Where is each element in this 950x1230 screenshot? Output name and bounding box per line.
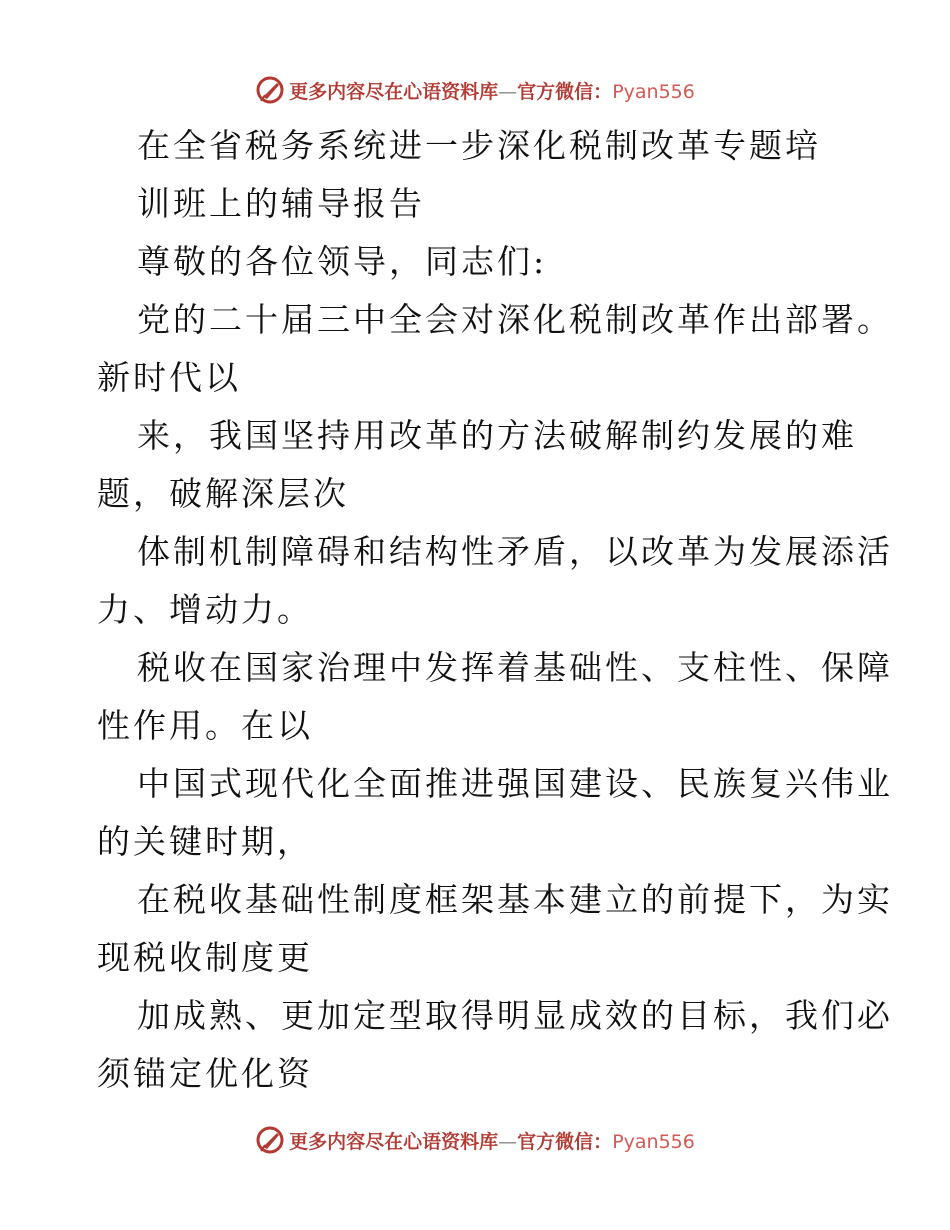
header-banner <box>0 70 950 110</box>
paragraph-line: 中国式现代化全面推进强国建设、民族复兴伟业 <box>137 764 893 803</box>
paragraph-line: 须锚定优化资 <box>97 1054 313 1093</box>
banner-dash: — <box>498 1130 518 1153</box>
banner-text <box>289 1127 695 1154</box>
banner-wechat-id: Pyan556 <box>612 80 695 103</box>
document-title-line-1: 在全省税务系统进一步深化税制改革专题培 <box>137 126 821 165</box>
paragraph-line: 党的二十届三中全会对深化税制改革作出部署。 <box>137 300 893 339</box>
quill-logo-icon <box>255 1125 285 1155</box>
document-title-line-2: 训班上的辅导报告 <box>137 184 425 223</box>
paragraph-line: 题，破解深层次 <box>97 474 349 513</box>
paragraph-line: 税收在国家治理中发挥着基础性、支柱性、保障 <box>137 648 893 687</box>
banner-dash: — <box>498 80 518 103</box>
quill-logo-icon <box>255 75 285 105</box>
paragraph-line: 新时代以 <box>97 358 241 397</box>
banner-wechat-id: Pyan556 <box>612 1130 695 1153</box>
paragraph-line: 来，我国坚持用改革的方法破解制约发展的难 <box>137 416 857 455</box>
salutation: 尊敬的各位领导，同志们: <box>137 242 548 281</box>
paragraph-line: 加成熟、更加定型取得明显成效的目标，我们必 <box>137 996 893 1035</box>
banner-text <box>289 77 695 104</box>
paragraph-line: 力、增动力。 <box>97 590 313 629</box>
banner-title: 更多内容尽在心语资料库 <box>289 80 499 103</box>
paragraph-line: 性作用。在以 <box>97 706 313 745</box>
banner-title: 更多内容尽在心语资料库 <box>289 1130 499 1153</box>
paragraph-line: 体制机制障碍和结构性矛盾，以改革为发展添活 <box>137 532 893 571</box>
paragraph-line: 在税收基础性制度框架基本建立的前提下，为实 <box>137 880 893 919</box>
banner-wechat-label: 官方微信： <box>517 1130 613 1153</box>
paragraph-line: 的关键时期， <box>97 822 313 861</box>
paragraph-line: 现税收制度更 <box>97 938 313 977</box>
footer-banner <box>0 1120 950 1160</box>
banner-wechat-label: 官方微信： <box>517 80 613 103</box>
